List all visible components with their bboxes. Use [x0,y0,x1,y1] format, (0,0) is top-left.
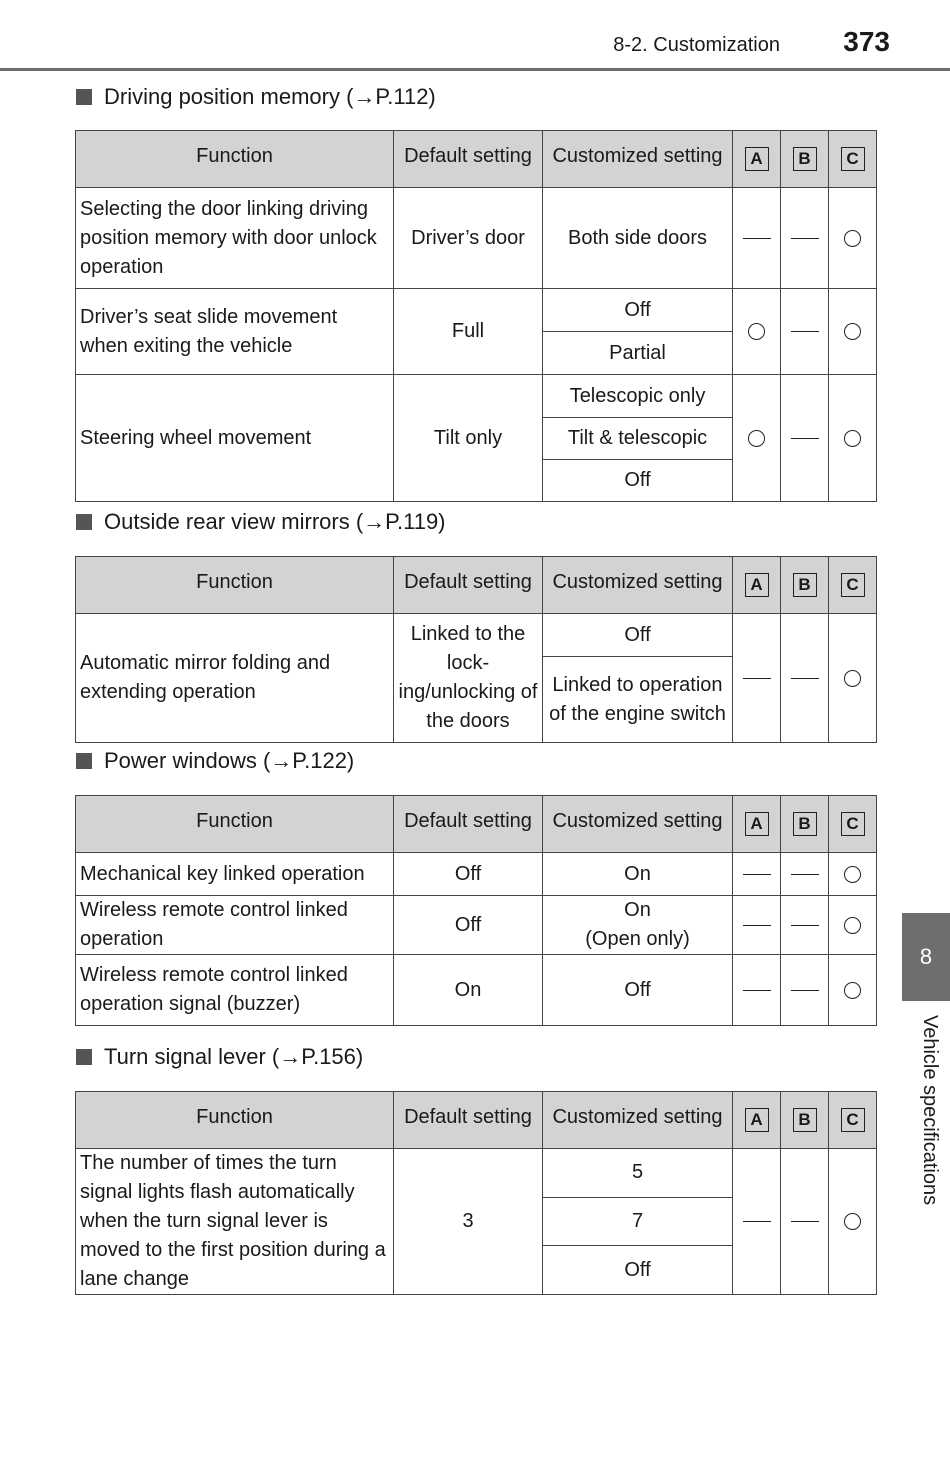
customized-setting-text: Partial [609,341,666,364]
availability-cell-b [781,1149,829,1295]
dash-mark-icon [743,874,771,875]
availability-cell-c [829,853,877,896]
column-header-default-label: Default setting [404,1105,532,1128]
column-header-function [76,557,394,614]
customization-table [75,1091,877,1295]
column-header-customized [543,131,733,188]
dash-mark-icon [791,1221,819,1222]
square-bullet-icon [76,753,92,769]
column-header-customized [543,796,733,853]
availability-cell-b [781,188,829,289]
badge-b-icon: B [793,1108,817,1132]
section-title [76,748,354,774]
section-title-text: Driving position memory (→P.112) [104,84,436,109]
customized-setting-cell [543,614,733,657]
customized-setting-cell [543,332,733,375]
customized-setting-cell [543,1149,733,1198]
availability-cell-c [829,375,877,502]
customized-setting-cell [543,1246,733,1295]
dash-mark-icon [791,438,819,439]
circle-mark-icon [748,430,765,447]
column-header-c [829,796,877,853]
availability-cell-c [829,614,877,743]
availability-cell-c [829,955,877,1026]
column-header-b [781,1092,829,1149]
availability-cell-a [733,375,781,502]
table-header-row [76,557,877,614]
table-row [76,614,877,657]
customization-table [75,130,877,502]
availability-cell-a [733,955,781,1026]
section-title-text: Turn signal lever (→P.156) [104,1044,364,1069]
default-setting-cell [394,614,543,743]
circle-mark-icon [844,430,861,447]
function-cell [76,289,394,375]
default-setting-text: Off [454,862,482,885]
circle-mark-icon [844,982,861,999]
column-header-b [781,131,829,188]
dash-mark-icon [791,990,819,991]
circle-mark-icon [844,1213,861,1230]
badge-a-icon: A [745,812,769,836]
table-row [76,853,877,896]
availability-cell-a [733,614,781,743]
availability-cell-c [829,896,877,955]
default-setting-text: Tilt only [433,426,503,449]
availability-cell-b [781,289,829,375]
availability-cell-c [829,1149,877,1295]
function-text: Automatic mirror folding and extending operation [80,652,331,703]
availability-cell-b [781,896,829,955]
function-cell [76,896,394,955]
dash-mark-icon [743,990,771,991]
function-cell [76,614,394,743]
column-header-customized [543,1092,733,1149]
customized-setting-text: 7 [631,1209,644,1232]
availability-cell-b [781,955,829,1026]
column-header-a [733,131,781,188]
table-header-row [76,796,877,853]
page-number: 373 [843,26,890,57]
circle-mark-icon [844,866,861,883]
badge-c-icon: C [841,1108,865,1132]
default-setting-text: 3 [462,1210,474,1232]
badge-b-icon: B [793,573,817,597]
badge-c-icon: C [841,812,865,836]
default-setting-text: Driver’s door [411,226,525,249]
table-row [76,1149,877,1198]
customized-setting-text: Off [624,1258,651,1281]
customized-setting-cell [543,955,733,1026]
table-row [76,289,877,332]
customized-setting-text: Off [624,978,651,1001]
column-header-function-label: Function [196,144,273,167]
default-setting-text: Off [454,913,482,936]
badge-a-icon: A [745,573,769,597]
customized-setting-text: Tilt & telescopic [567,427,708,449]
circle-mark-icon [844,917,861,934]
column-header-a [733,557,781,614]
availability-cell-a [733,289,781,375]
default-setting-text: Linked to the lock-ing/unlocking of the doors [398,623,538,732]
section-title [76,84,436,110]
dash-mark-icon [791,331,819,332]
page-header [0,0,950,70]
function-cell [76,853,394,896]
availability-cell-a [733,188,781,289]
column-header-b [781,557,829,614]
chapter-number: 8 [919,944,933,969]
availability-cell-b [781,614,829,743]
customized-setting-text: Off [624,469,651,491]
dash-mark-icon [743,238,771,239]
column-header-c [829,1092,877,1149]
square-bullet-icon [76,89,92,105]
function-text: Mechanical key linked operation [80,862,365,885]
customized-setting-text: Off [624,623,651,646]
default-setting-cell [394,1149,543,1295]
column-header-customized-label: Customized setting [552,570,723,593]
badge-a-icon: A [745,1108,769,1132]
chapter-label: Vehicle specifications [919,1015,941,1206]
column-header-default-label: Default setting [404,809,532,832]
customized-setting-cell [543,896,733,955]
column-header-default [394,1092,543,1149]
default-setting-cell [394,375,543,502]
function-cell [76,375,394,502]
customized-setting-cell [543,657,733,743]
table-row [76,375,877,418]
default-setting-cell [394,896,543,955]
default-setting-cell [394,853,543,896]
customized-setting-cell [543,375,733,418]
default-setting-text: On [454,978,482,1001]
column-header-b [781,796,829,853]
customized-setting-cell [543,853,733,896]
column-header-a [733,1092,781,1149]
badge-b-icon: B [793,147,817,171]
dash-mark-icon [791,874,819,875]
default-setting-cell [394,289,543,375]
circle-mark-icon [748,323,765,340]
column-header-default [394,131,543,188]
circle-mark-icon [844,230,861,247]
availability-cell-a [733,853,781,896]
dash-mark-icon [791,238,819,239]
column-header-customized-label: Customized setting [552,1105,723,1128]
customization-table [75,556,877,743]
circle-mark-icon [844,323,861,340]
availability-cell-a [733,896,781,955]
header-rule [0,68,950,71]
function-text: Selecting the door linking driving position memory with door unlock operation [80,197,377,278]
customized-setting-text: Linked to operation of the engine switch [549,673,726,725]
column-header-default [394,557,543,614]
dash-mark-icon [743,678,771,679]
function-cell [76,188,394,289]
column-header-function-label: Function [196,809,273,832]
column-header-c [829,131,877,188]
default-setting-cell [394,955,543,1026]
header-section-title: 8-2. Customization [613,34,780,56]
customized-setting-cell [543,289,733,332]
availability-cell-c [829,289,877,375]
circle-mark-icon [844,670,861,687]
dash-mark-icon [743,1221,771,1222]
function-text: Steering wheel movement [80,426,312,449]
column-header-a [733,796,781,853]
dash-mark-icon [791,678,819,679]
chapter-tab[interactable] [902,913,950,1001]
default-setting-cell [394,188,543,289]
customized-setting-cell [543,1197,733,1246]
column-header-function [76,796,394,853]
dash-mark-icon [791,925,819,926]
column-header-customized-label: Customized setting [552,809,723,832]
availability-cell-b [781,375,829,502]
column-header-function-label: Function [196,1105,273,1128]
column-header-function-label: Function [196,570,273,593]
customized-setting-text: Telescopic only [569,384,706,407]
function-cell [76,955,394,1026]
customized-setting-cell [543,188,733,289]
table-header-row [76,1092,877,1149]
badge-b-icon: B [793,812,817,836]
customized-setting-cell [543,460,733,502]
section-title-text: Outside rear view mirrors (→P.119) [104,509,446,534]
badge-a-icon: A [745,147,769,171]
availability-cell-a [733,1149,781,1295]
function-cell [76,1149,394,1295]
section-title [76,1044,363,1070]
column-header-c [829,557,877,614]
section-title [76,509,446,535]
table-header-row [76,131,877,188]
customization-table [75,795,877,1026]
column-header-function [76,1092,394,1149]
customized-setting-text: Both side doors [568,226,707,249]
availability-cell-b [781,853,829,896]
function-text: Wireless remote control linked operation [80,899,348,950]
customized-setting-cell [543,418,733,460]
table-row [76,188,877,289]
function-text: Wireless remote control linked operation signal (buzzer) [80,964,348,1015]
function-text: The number of times the turn signal lights flash automatically when the turn signal lever is moved to the first position during a lane change [80,1152,386,1290]
column-header-default [394,796,543,853]
table-row [76,955,877,1026]
badge-c-icon: C [841,573,865,597]
customized-setting-text: Off [624,298,651,321]
column-header-function [76,131,394,188]
column-header-customized [543,557,733,614]
column-header-default-label: Default setting [404,144,532,167]
column-header-customized-label: Customized setting [552,144,723,167]
badge-c-icon: C [841,147,865,171]
square-bullet-icon [76,514,92,530]
dash-mark-icon [743,925,771,926]
square-bullet-icon [76,1049,92,1065]
default-setting-text: Full [451,320,485,342]
customized-setting-text: On [624,862,651,885]
availability-cell-c [829,188,877,289]
column-header-default-label: Default setting [404,570,532,593]
customized-setting-text: 5 [631,1161,644,1184]
function-text: Driver’s seat slide movement when exiting the vehicle [80,305,338,357]
section-title-text: Power windows (→P.122) [104,748,355,773]
customized-setting-text: On (Open only) [585,899,690,950]
table-row [76,896,877,955]
